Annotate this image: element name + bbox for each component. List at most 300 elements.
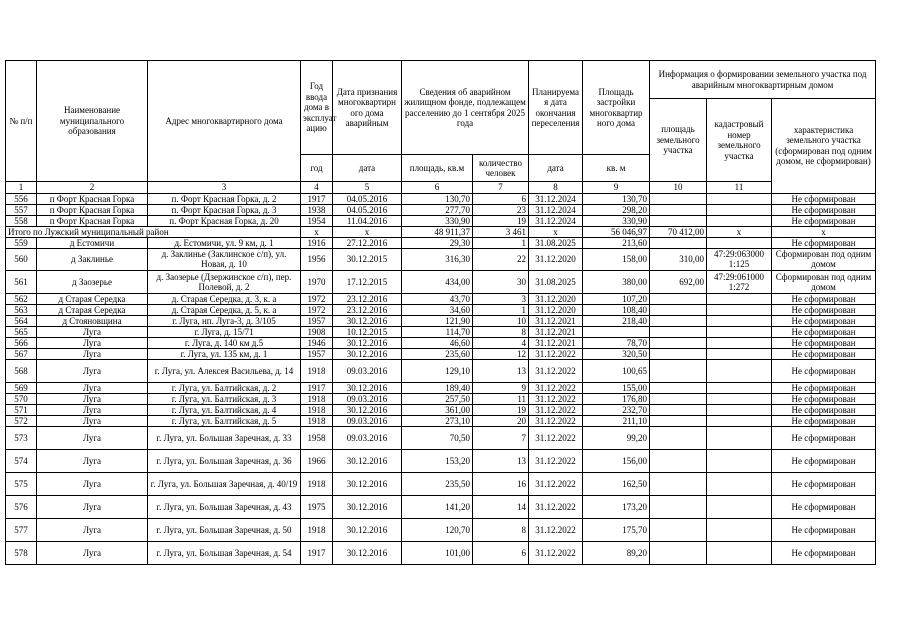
row-address: г. Луга, ул. Большая Заречная, д. 50 bbox=[148, 518, 301, 541]
row-people: 12 bbox=[473, 348, 529, 359]
unit-year: год bbox=[301, 155, 333, 182]
row-recognition-date: 09.03.2016 bbox=[333, 426, 402, 449]
row-building-area: 155,00 bbox=[583, 382, 650, 393]
row-cadastral bbox=[707, 404, 772, 415]
row-land-area bbox=[650, 404, 707, 415]
row-area: 129,10 bbox=[402, 359, 473, 382]
row-number: 557 bbox=[6, 204, 37, 215]
col-number: 4 bbox=[301, 182, 333, 194]
row-people: 13 bbox=[473, 449, 529, 472]
row-planned-date: 31.12.2022 bbox=[529, 472, 583, 495]
header-address: Адрес многоквартирного дома bbox=[148, 61, 301, 182]
row-people: 10 bbox=[473, 315, 529, 326]
row-address: п. Форт Красная Горка, д. 3 bbox=[148, 204, 301, 215]
total-p: 3 461 bbox=[473, 226, 529, 237]
row-land-area bbox=[650, 204, 707, 215]
row-municipality: Луга bbox=[37, 337, 148, 348]
row-cadastral bbox=[707, 204, 772, 215]
row-land-area bbox=[650, 426, 707, 449]
row-planned-date: 31.12.2022 bbox=[529, 518, 583, 541]
row-building-area: 100,65 bbox=[583, 359, 650, 382]
row-municipality: д Стояновщина bbox=[37, 315, 148, 326]
row-building-area: 330,90 bbox=[583, 215, 650, 226]
row-land-characteristic: Не сформирован bbox=[772, 315, 876, 326]
total-lc: x bbox=[772, 226, 876, 237]
row-planned-date: 31.12.2022 bbox=[529, 404, 583, 415]
row-year: 1954 bbox=[301, 215, 333, 226]
row-land-area bbox=[650, 518, 707, 541]
row-people: 23 bbox=[473, 204, 529, 215]
row-recognition-date: 04.05.2016 bbox=[333, 204, 402, 215]
row-land-characteristic: Не сформирован bbox=[772, 204, 876, 215]
row-number: 561 bbox=[6, 270, 37, 293]
row-building-area: 232,70 bbox=[583, 404, 650, 415]
total-ba: 56 046,97 bbox=[583, 226, 650, 237]
total-cn: x bbox=[707, 226, 772, 237]
row-land-characteristic: Не сформирован bbox=[772, 404, 876, 415]
table-row bbox=[6, 237, 876, 248]
unit-building-sqm: кв. м bbox=[583, 155, 650, 182]
row-recognition-date: 30.12.2016 bbox=[333, 404, 402, 415]
row-municipality: Луга bbox=[37, 426, 148, 449]
row-year: 1946 bbox=[301, 337, 333, 348]
table-row bbox=[6, 204, 876, 215]
row-land-area bbox=[650, 393, 707, 404]
row-address: г. Луга, ул. Балтийская, д. 3 bbox=[148, 393, 301, 404]
row-land-area bbox=[650, 359, 707, 382]
col-number: 10 bbox=[650, 182, 707, 194]
table-row bbox=[6, 304, 876, 315]
row-people: 8 bbox=[473, 326, 529, 337]
row-building-area: 158,00 bbox=[583, 248, 650, 270]
row-year: 1918 bbox=[301, 404, 333, 415]
row-land-area bbox=[650, 495, 707, 518]
total-y: x bbox=[301, 226, 333, 237]
row-planned-date: 31.12.2022 bbox=[529, 359, 583, 382]
row-area: 29,30 bbox=[402, 237, 473, 248]
row-year: 1918 bbox=[301, 359, 333, 382]
table-row bbox=[6, 415, 876, 426]
table-row bbox=[6, 315, 876, 326]
row-land-area bbox=[650, 348, 707, 359]
row-municipality: Луга bbox=[37, 382, 148, 393]
row-building-area: 320,50 bbox=[583, 348, 650, 359]
row-municipality: Луга bbox=[37, 518, 148, 541]
row-area: 277,70 bbox=[402, 204, 473, 215]
row-recognition-date: 09.03.2016 bbox=[333, 415, 402, 426]
table-row bbox=[6, 404, 876, 415]
row-cadastral: 47:29:061000 1:272 bbox=[707, 270, 772, 293]
header-building-area: Площадь застройки многоквартир ного дома bbox=[583, 61, 650, 155]
row-number: 560 bbox=[6, 248, 37, 270]
row-year: 1972 bbox=[301, 293, 333, 304]
table-row bbox=[6, 348, 876, 359]
row-year: 1908 bbox=[301, 326, 333, 337]
row-recognition-date: 30.12.2016 bbox=[333, 449, 402, 472]
row-recognition-date: 30.12.2016 bbox=[333, 315, 402, 326]
row-recognition-date: 27.12.2016 bbox=[333, 237, 402, 248]
row-planned-date: 31.12.2021 bbox=[529, 315, 583, 326]
housing-table bbox=[5, 60, 876, 565]
row-cadastral bbox=[707, 518, 772, 541]
row-year: 1917 bbox=[301, 541, 333, 564]
row-number: 575 bbox=[6, 472, 37, 495]
row-planned-date: 31.12.2020 bbox=[529, 293, 583, 304]
row-land-characteristic: Не сформирован bbox=[772, 337, 876, 348]
row-building-area bbox=[583, 326, 650, 337]
row-planned-date: 31.12.2022 bbox=[529, 426, 583, 449]
row-land-characteristic: Не сформирован bbox=[772, 326, 876, 337]
row-cadastral bbox=[707, 382, 772, 393]
row-area: 121,90 bbox=[402, 315, 473, 326]
total-label: Итого по Лужский муниципальный район bbox=[6, 226, 301, 237]
row-year: 1958 bbox=[301, 426, 333, 449]
row-building-area: 298,20 bbox=[583, 204, 650, 215]
row-recognition-date: 30.12.2016 bbox=[333, 495, 402, 518]
total-row bbox=[6, 226, 876, 237]
row-address: г. Луга, ул. Алексея Васильева, д. 14 bbox=[148, 359, 301, 382]
row-people: 9 bbox=[473, 382, 529, 393]
row-recognition-date: 30.12.2015 bbox=[333, 248, 402, 270]
row-people: 14 bbox=[473, 495, 529, 518]
row-recognition-date: 30.12.2016 bbox=[333, 348, 402, 359]
row-year: 1918 bbox=[301, 393, 333, 404]
row-building-area: 89,20 bbox=[583, 541, 650, 564]
row-address: п. Форт Красная Горка, д. 20 bbox=[148, 215, 301, 226]
row-land-area bbox=[650, 326, 707, 337]
row-year: 1957 bbox=[301, 348, 333, 359]
header-num: № п/п bbox=[6, 61, 37, 182]
row-building-area: 213,60 bbox=[583, 237, 650, 248]
row-municipality: д Естомичи bbox=[37, 237, 148, 248]
row-address: г. Луга, ул. Большая Заречная, д. 40/19 bbox=[148, 472, 301, 495]
row-building-area: 173,20 bbox=[583, 495, 650, 518]
row-area: 120,70 bbox=[402, 518, 473, 541]
row-land-area bbox=[650, 315, 707, 326]
row-area: 235,50 bbox=[402, 472, 473, 495]
row-address: д. Заклинье (Заклинское с/п), ул. Новая, д. 10 bbox=[148, 248, 301, 270]
row-number: 574 bbox=[6, 449, 37, 472]
row-municipality: д Заозерье bbox=[37, 270, 148, 293]
row-cadastral bbox=[707, 495, 772, 518]
row-municipality: п Форт Красная Горка bbox=[37, 215, 148, 226]
row-municipality: Луга bbox=[37, 348, 148, 359]
row-building-area: 176,80 bbox=[583, 393, 650, 404]
row-area: 153,20 bbox=[402, 449, 473, 472]
row-cadastral: 47:29:063000 1:125 bbox=[707, 248, 772, 270]
row-area: 257,50 bbox=[402, 393, 473, 404]
unit-area: площадь, кв.м bbox=[402, 155, 473, 182]
row-year: 1916 bbox=[301, 237, 333, 248]
row-area: 101,00 bbox=[402, 541, 473, 564]
row-address: д. Старая Середка, д. 3, к. а bbox=[148, 293, 301, 304]
table-row bbox=[6, 382, 876, 393]
row-people: 8 bbox=[473, 518, 529, 541]
row-number: 573 bbox=[6, 426, 37, 449]
row-area: 316,30 bbox=[402, 248, 473, 270]
row-cadastral bbox=[707, 326, 772, 337]
row-building-area: 107,20 bbox=[583, 293, 650, 304]
row-municipality: Луга bbox=[37, 541, 148, 564]
row-cadastral bbox=[707, 415, 772, 426]
row-area: 434,00 bbox=[402, 270, 473, 293]
row-area: 34,60 bbox=[402, 304, 473, 315]
row-number: 558 bbox=[6, 215, 37, 226]
col-number: 1 bbox=[6, 182, 37, 194]
row-address: г. Луга, ул. Большая Заречная, д. 36 bbox=[148, 449, 301, 472]
row-people: 19 bbox=[473, 404, 529, 415]
header-land-area: площадь земельного участка bbox=[650, 99, 707, 182]
row-recognition-date: 23.12.2016 bbox=[333, 304, 402, 315]
table-row bbox=[6, 337, 876, 348]
col-number: 11 bbox=[707, 182, 772, 194]
row-number: 556 bbox=[6, 193, 37, 204]
row-year: 1938 bbox=[301, 204, 333, 215]
table-row bbox=[6, 326, 876, 337]
row-year: 1918 bbox=[301, 518, 333, 541]
row-people: 22 bbox=[473, 248, 529, 270]
total-d: x bbox=[333, 226, 402, 237]
row-municipality: Луга bbox=[37, 359, 148, 382]
row-recognition-date: 09.03.2016 bbox=[333, 359, 402, 382]
row-year: 1972 bbox=[301, 304, 333, 315]
header-recognition-date: Дата признания многоквартирн ого дома аварийным bbox=[333, 61, 402, 155]
row-area: 330,90 bbox=[402, 215, 473, 226]
row-municipality: д Старая Середка bbox=[37, 293, 148, 304]
row-municipality: п Форт Красная Горка bbox=[37, 204, 148, 215]
header-planned-date: Планируема я дата окончания переселения bbox=[529, 61, 583, 155]
total-la: 70 412,00 bbox=[650, 226, 707, 237]
header-year: Год ввода дома в эксплуат ацию bbox=[301, 61, 333, 155]
row-recognition-date: 10.12.2015 bbox=[333, 326, 402, 337]
row-address: г. Луга, ул. 135 км, д. 1 bbox=[148, 348, 301, 359]
row-address: г. Луга, ул. Большая Заречная, д. 54 bbox=[148, 541, 301, 564]
row-land-characteristic: Не сформирован bbox=[772, 215, 876, 226]
row-planned-date: 31.12.2022 bbox=[529, 495, 583, 518]
row-people: 6 bbox=[473, 541, 529, 564]
row-planned-date: 31.12.2021 bbox=[529, 326, 583, 337]
row-address: г. Луга, ул. Большая Заречная, д. 43 bbox=[148, 495, 301, 518]
row-number: 569 bbox=[6, 382, 37, 393]
row-land-area bbox=[650, 337, 707, 348]
col-number: 6 bbox=[402, 182, 473, 194]
row-land-area bbox=[650, 193, 707, 204]
row-building-area: 78,70 bbox=[583, 337, 650, 348]
row-number: 564 bbox=[6, 315, 37, 326]
row-planned-date: 31.12.2022 bbox=[529, 348, 583, 359]
row-planned-date: 31.12.2020 bbox=[529, 304, 583, 315]
row-planned-date: 31.12.2021 bbox=[529, 337, 583, 348]
row-land-characteristic: Сформирован под одним домом bbox=[772, 248, 876, 270]
row-building-area: 162,50 bbox=[583, 472, 650, 495]
row-land-area bbox=[650, 472, 707, 495]
row-area: 235,60 bbox=[402, 348, 473, 359]
header-cadastral: кадастровый номер земельного участка bbox=[707, 99, 772, 182]
row-year: 1957 bbox=[301, 315, 333, 326]
row-land-characteristic: Сформирован под одним домом bbox=[772, 270, 876, 293]
row-cadastral bbox=[707, 449, 772, 472]
row-planned-date: 31.12.2022 bbox=[529, 382, 583, 393]
row-municipality: д Заклинье bbox=[37, 248, 148, 270]
row-cadastral bbox=[707, 293, 772, 304]
row-people: 4 bbox=[473, 337, 529, 348]
row-land-area bbox=[650, 415, 707, 426]
row-number: 563 bbox=[6, 304, 37, 315]
table-row bbox=[6, 495, 876, 518]
row-planned-date: 31.12.2022 bbox=[529, 393, 583, 404]
row-address: г. Луга, ул. Большая Заречная, д. 33 bbox=[148, 426, 301, 449]
row-planned-date: 31.12.2022 bbox=[529, 415, 583, 426]
row-building-area: 130,70 bbox=[583, 193, 650, 204]
row-number: 562 bbox=[6, 293, 37, 304]
row-building-area: 175,70 bbox=[583, 518, 650, 541]
row-municipality: Луга bbox=[37, 472, 148, 495]
row-number: 566 bbox=[6, 337, 37, 348]
row-land-characteristic: Не сформирован bbox=[772, 304, 876, 315]
table-row bbox=[6, 426, 876, 449]
table-row bbox=[6, 270, 876, 293]
row-land-area: 692,00 bbox=[650, 270, 707, 293]
row-address: д. Старая Середка, д. 5, к. а bbox=[148, 304, 301, 315]
header-housing-info: Сведения об аварийном жилищном фонде, подлежащем расселению до 1 сентября 2025 года bbox=[402, 61, 529, 155]
table-row bbox=[6, 359, 876, 382]
row-address: г. Луга, д. 140 км д.5 bbox=[148, 337, 301, 348]
row-land-characteristic: Не сформирован bbox=[772, 415, 876, 426]
row-land-area bbox=[650, 293, 707, 304]
row-address: г. Луга, ул. Балтийская, д. 2 bbox=[148, 382, 301, 393]
row-people: 19 bbox=[473, 215, 529, 226]
table-row bbox=[6, 472, 876, 495]
row-year: 1975 bbox=[301, 495, 333, 518]
table-row bbox=[6, 193, 876, 204]
table-row bbox=[6, 541, 876, 564]
col-number: 7 bbox=[473, 182, 529, 194]
row-number: 578 bbox=[6, 541, 37, 564]
row-cadastral bbox=[707, 215, 772, 226]
row-cadastral bbox=[707, 472, 772, 495]
row-municipality: Луга bbox=[37, 495, 148, 518]
row-area: 114,70 bbox=[402, 326, 473, 337]
unit-people: количество человек bbox=[473, 155, 529, 182]
col-number: 2 bbox=[37, 182, 148, 194]
total-pd: x bbox=[529, 226, 583, 237]
col-number: 8 bbox=[529, 182, 583, 194]
col-number: 3 bbox=[148, 182, 301, 194]
row-recognition-date: 30.12.2016 bbox=[333, 541, 402, 564]
row-area: 43,70 bbox=[402, 293, 473, 304]
row-address: г. Луга, ул. Балтийская, д. 5 bbox=[148, 415, 301, 426]
row-cadastral bbox=[707, 315, 772, 326]
row-planned-date: 31.12.2024 bbox=[529, 215, 583, 226]
row-number: 559 bbox=[6, 237, 37, 248]
table-row bbox=[6, 215, 876, 226]
row-planned-date: 31.12.2022 bbox=[529, 449, 583, 472]
row-year: 1966 bbox=[301, 449, 333, 472]
row-number: 570 bbox=[6, 393, 37, 404]
total-s: 48 911,37 bbox=[402, 226, 473, 237]
row-cadastral bbox=[707, 237, 772, 248]
row-number: 565 bbox=[6, 326, 37, 337]
row-recognition-date: 23.12.2016 bbox=[333, 293, 402, 304]
row-municipality: п Форт Красная Горка bbox=[37, 193, 148, 204]
row-planned-date: 31.12.2024 bbox=[529, 204, 583, 215]
header-municipality: Наименование муниципального образования bbox=[37, 61, 148, 182]
row-cadastral bbox=[707, 337, 772, 348]
row-cadastral bbox=[707, 359, 772, 382]
row-land-characteristic: Не сформирован bbox=[772, 393, 876, 404]
row-number: 571 bbox=[6, 404, 37, 415]
row-land-area bbox=[650, 449, 707, 472]
row-recognition-date: 30.12.2016 bbox=[333, 337, 402, 348]
row-municipality: Луга bbox=[37, 326, 148, 337]
row-year: 1970 bbox=[301, 270, 333, 293]
unit-date: дата bbox=[333, 155, 402, 182]
row-year: 1956 bbox=[301, 248, 333, 270]
row-land-area bbox=[650, 382, 707, 393]
row-recognition-date: 11.04.2016 bbox=[333, 215, 402, 226]
row-cadastral bbox=[707, 193, 772, 204]
row-land-area: 310,00 bbox=[650, 248, 707, 270]
row-land-characteristic: Не сформирован bbox=[772, 382, 876, 393]
unit-planned-date: дата bbox=[529, 155, 583, 182]
table-row bbox=[6, 393, 876, 404]
header-land-characteristic: характеристика земельного участка (сформирован под одним домом, не сформирован) bbox=[772, 99, 876, 194]
col-number: 9 bbox=[583, 182, 650, 194]
row-planned-date: 31.12.2020 bbox=[529, 248, 583, 270]
row-building-area: 218,40 bbox=[583, 315, 650, 326]
row-number: 572 bbox=[6, 415, 37, 426]
row-people: 20 bbox=[473, 415, 529, 426]
row-building-area: 156,00 bbox=[583, 449, 650, 472]
row-land-area bbox=[650, 215, 707, 226]
row-people: 30 bbox=[473, 270, 529, 293]
row-recognition-date: 30.12.2016 bbox=[333, 382, 402, 393]
row-land-characteristic: Не сформирован bbox=[772, 348, 876, 359]
row-recognition-date: 17.12.2015 bbox=[333, 270, 402, 293]
row-address: д. Заозерье (Дзержинское с/п), пер. Полевой, д. 2 bbox=[148, 270, 301, 293]
row-land-characteristic: Не сформирован bbox=[772, 541, 876, 564]
row-address: п. Форт Красная Горка, д. 2 bbox=[148, 193, 301, 204]
row-land-characteristic: Не сформирован bbox=[772, 449, 876, 472]
row-people: 7 bbox=[473, 426, 529, 449]
row-people: 16 bbox=[473, 472, 529, 495]
row-recognition-date: 30.12.2016 bbox=[333, 472, 402, 495]
row-planned-date: 31.12.2022 bbox=[529, 541, 583, 564]
row-land-area bbox=[650, 541, 707, 564]
row-planned-date: 31.08.2025 bbox=[529, 270, 583, 293]
row-land-area bbox=[650, 304, 707, 315]
row-building-area: 380,00 bbox=[583, 270, 650, 293]
row-area: 130,70 bbox=[402, 193, 473, 204]
header-land-info: Информация о формировании земельного участка под аварийным многоквартирным домом bbox=[650, 61, 876, 99]
row-address: г. Луга, д. 15/71 bbox=[148, 326, 301, 337]
row-building-area: 99,20 bbox=[583, 426, 650, 449]
row-address: д. Естомичи, ул. 9 км, д. 1 bbox=[148, 237, 301, 248]
row-area: 273,10 bbox=[402, 415, 473, 426]
row-people: 3 bbox=[473, 293, 529, 304]
row-people: 1 bbox=[473, 237, 529, 248]
row-land-characteristic: Не сформирован bbox=[772, 426, 876, 449]
row-recognition-date: 09.03.2016 bbox=[333, 393, 402, 404]
table-row bbox=[6, 518, 876, 541]
row-people: 13 bbox=[473, 359, 529, 382]
col-number: 5 bbox=[333, 182, 402, 194]
row-cadastral bbox=[707, 393, 772, 404]
row-recognition-date: 04.05.2016 bbox=[333, 193, 402, 204]
row-area: 46,60 bbox=[402, 337, 473, 348]
row-cadastral bbox=[707, 304, 772, 315]
row-people: 6 bbox=[473, 193, 529, 204]
